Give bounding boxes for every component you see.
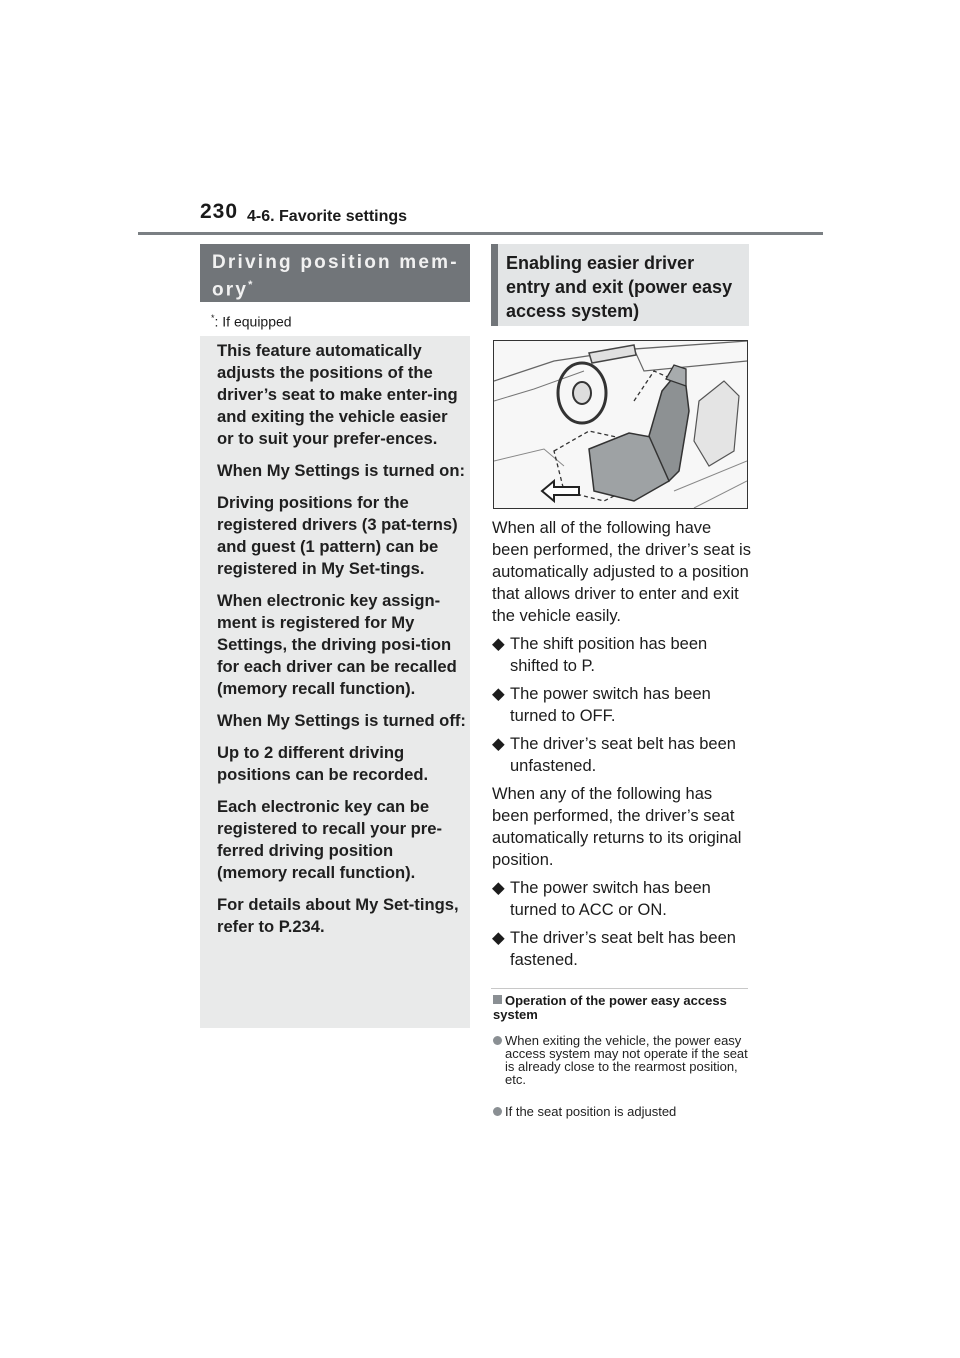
left-section-heading [200,244,470,302]
note-item [493,1034,753,1086]
note-heading [493,994,743,1022]
right-section-heading [491,244,749,326]
footnote-text: : If equipped [214,313,292,330]
info-paragraph: This feature automatically adjusts the positions of the driver’s seat to make enter-ing and exiting the vehicle easier or to suit your prefer-ences. [217,341,458,448]
note-heading-text: Operation of the power easy access system [493,993,727,1022]
list-item [492,633,752,677]
square-bullet-icon [493,995,502,1004]
heading-line-2: entry and exit (power easy [506,277,733,297]
header-divider [138,232,823,235]
footnote [211,313,292,330]
note-text: When exiting the vehicle, the power easy access system may not operate if the seat is already close to the rearmost position, etc. [505,1033,748,1087]
circle-bullet-icon [493,1107,502,1116]
list-item [492,877,752,921]
bullet-icon: ◆ [492,735,505,753]
heading-line-1: Driving position mem- [212,252,459,273]
info-paragraph: Driving positions for the registered drivers (3 pat-terns) and guest (1 pattern) can be registered in My Set-tings. [217,493,458,578]
list-item-text: The power switch has been turned to OFF. [510,685,711,725]
note-item [493,1105,753,1118]
bullet-icon: ◆ [492,879,505,897]
info-paragraph: Up to 2 different driving positions can be recorded. [217,743,429,784]
list-item-text: The driver’s seat belt has been unfastened. [510,735,736,775]
return-paragraph: When any of the following has been performed, the driver’s seat automatically returns to its original position. [492,785,742,869]
info-paragraph: When electronic key assign-ment is registered for My Settings, the driving posi-tion for each driver can be recalled (memory recall function). [217,591,457,698]
heading-line-2: ory [212,279,249,301]
list-item [492,733,752,777]
bullet-icon: ◆ [492,635,505,653]
list-item-text: The driver’s seat belt has been fastened. [510,929,736,969]
list-item [492,927,752,971]
info-box [200,336,470,1028]
intro-paragraph: When all of the following have been performed, the driver’s seat is automatically adjusted to a position that allows driver to enter and exit the vehicle easily. [492,519,751,625]
list-item [492,683,752,727]
bullet-icon: ◆ [492,929,505,947]
heading-line-1: Enabling easier driver [506,253,695,273]
info-paragraph: Each electronic key can be registered to recall your pre-ferred driving position (memory recall function). [217,797,443,882]
list-item-text: The shift position has been shifted to P. [510,635,708,675]
page-number: 230 [200,200,239,223]
heading-asterisk: * [248,279,255,291]
note-divider [491,988,748,989]
info-paragraph: When My Settings is turned off: [217,711,466,730]
footnote-asterisk: * [211,313,215,323]
seat-illustration [493,340,748,509]
note-text: If the seat position is adjusted [505,1104,677,1119]
heading-line-3: access system) [506,301,640,321]
info-paragraph: When My Settings is turned on: [217,461,465,480]
seat-drawing [494,341,747,508]
bullet-icon: ◆ [492,685,505,703]
list-item-text: The power switch has been turned to ACC or ON. [510,879,711,919]
info-paragraph: For details about My Set-tings, refer to P.234. [217,895,459,936]
section-title: 4-6. Favorite settings [247,208,408,225]
circle-bullet-icon [493,1036,502,1045]
